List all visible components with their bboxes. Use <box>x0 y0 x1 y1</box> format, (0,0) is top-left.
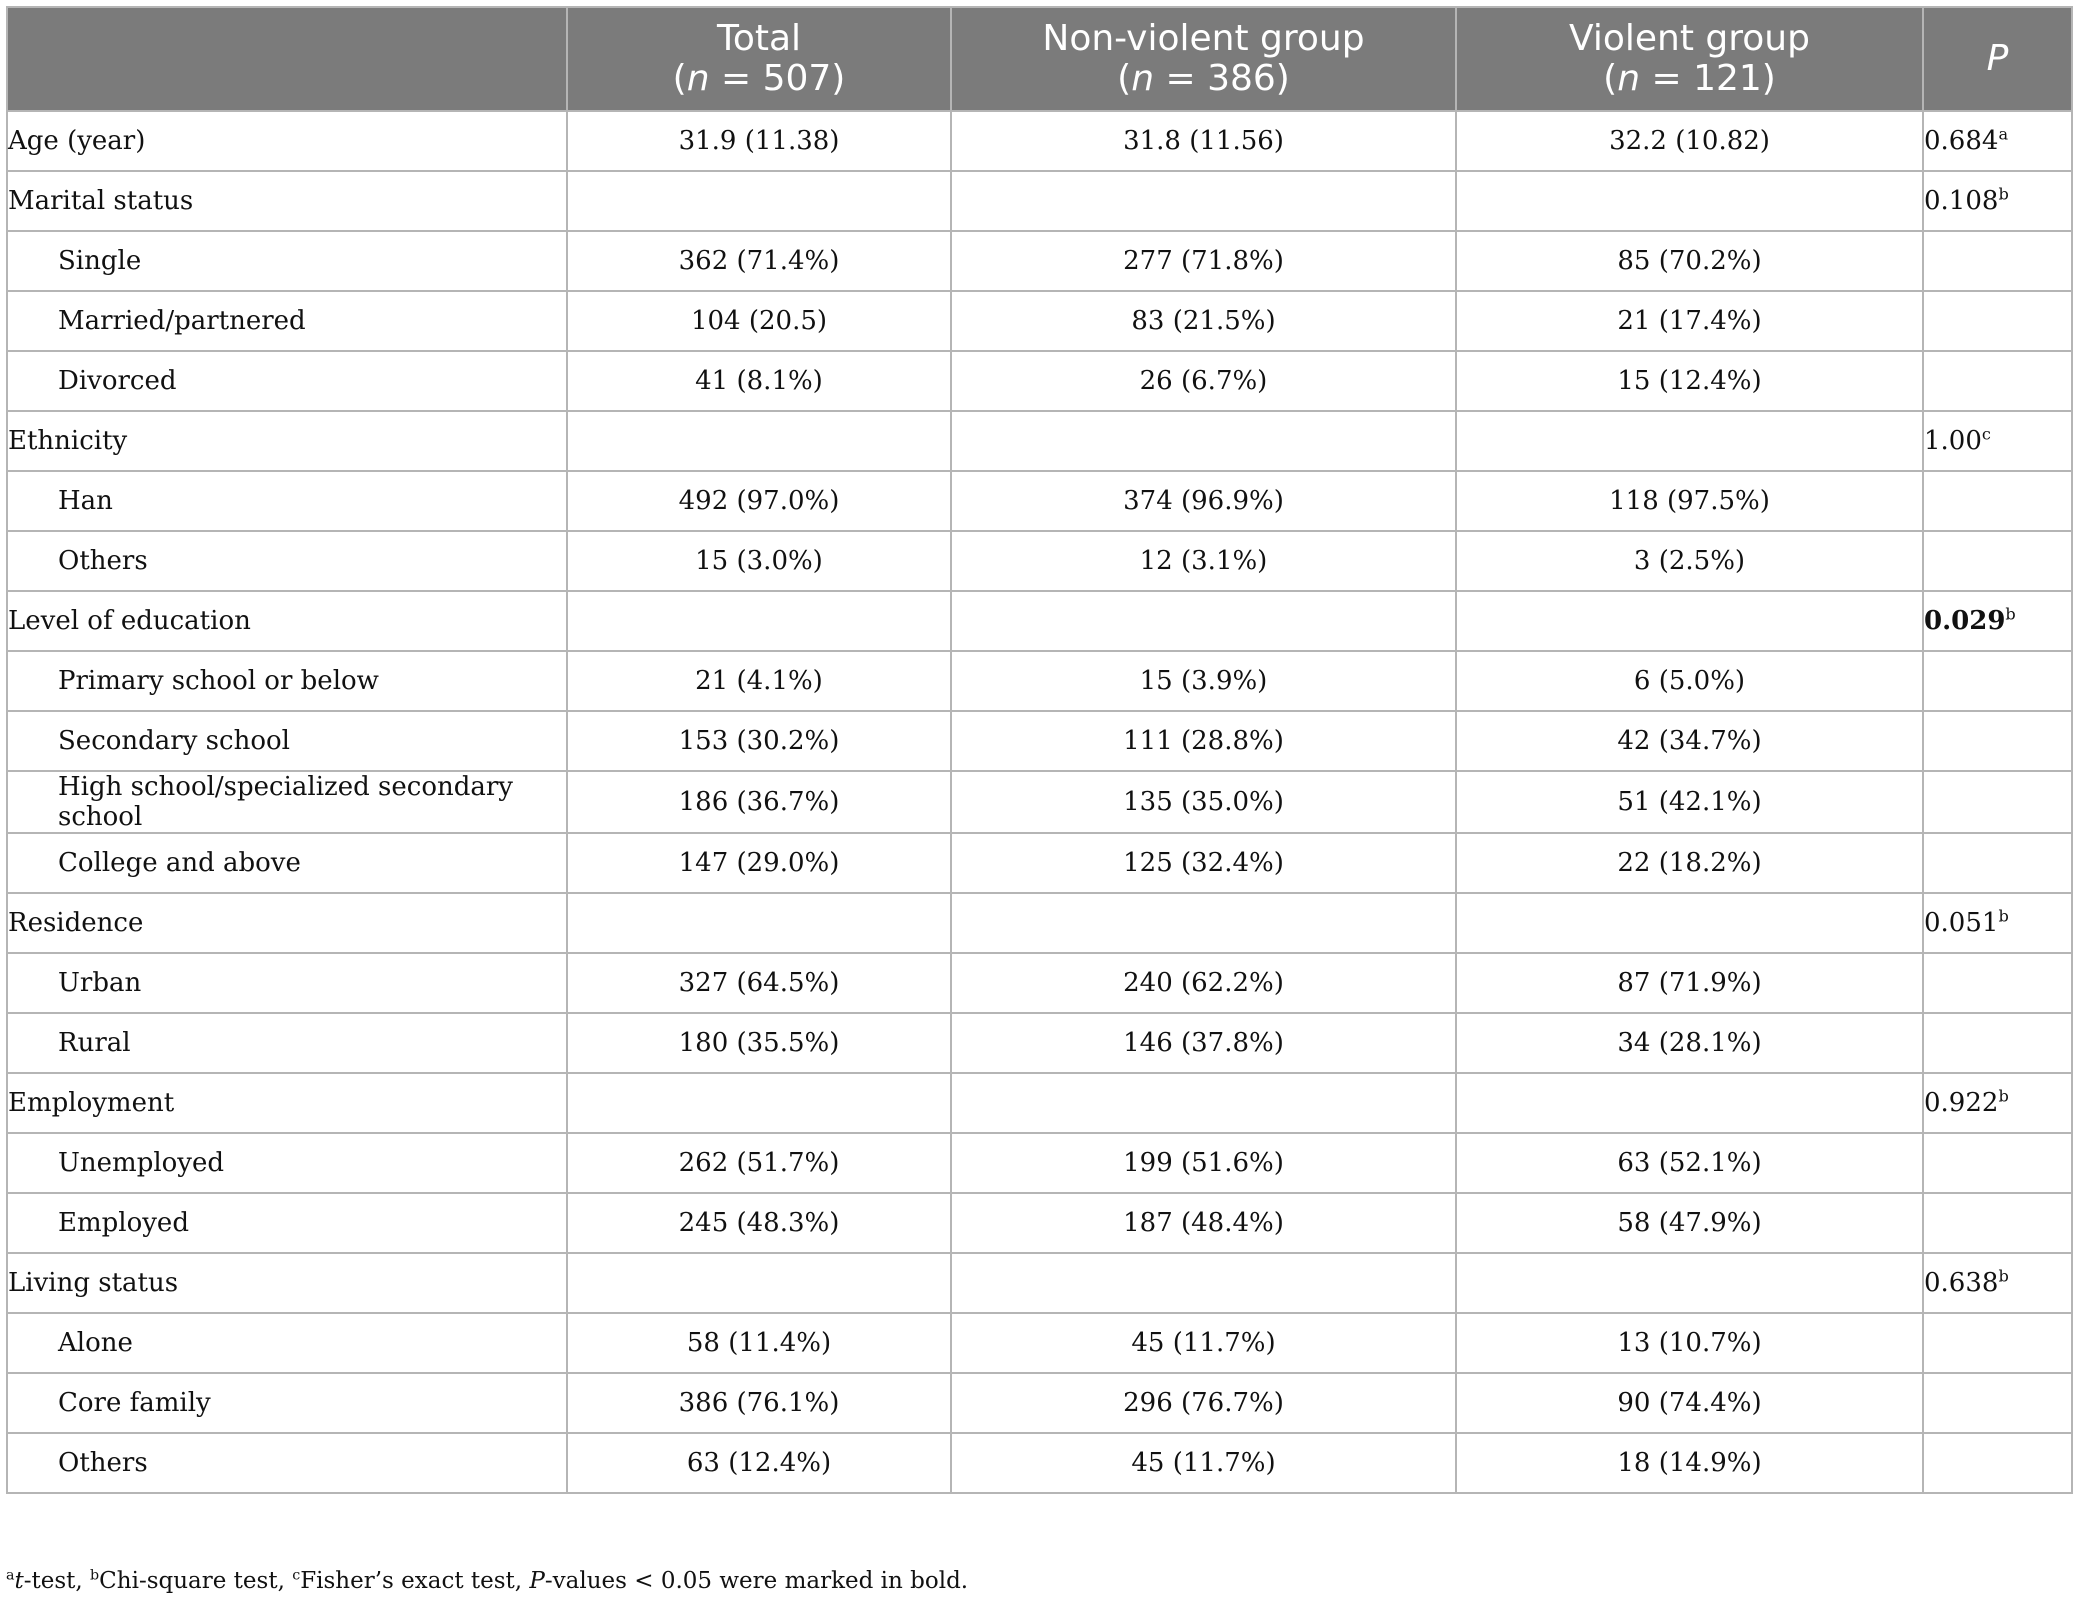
row-label: Secondary school <box>7 711 567 771</box>
cell-nonviolent: 111 (28.8%) <box>951 711 1456 771</box>
p-value-text: 1.00 <box>1924 426 1982 456</box>
cell-nonviolent <box>951 1253 1456 1313</box>
table-row-category <box>7 591 2072 651</box>
cell-violent <box>1456 893 1923 953</box>
table-row-subcategory <box>7 1433 2072 1493</box>
cell-nonviolent: 12 (3.1%) <box>951 531 1456 591</box>
row-label: Primary school or below <box>7 651 567 711</box>
table-row-subcategory <box>7 833 2072 893</box>
cell-total <box>567 893 951 953</box>
header-total-n: (n = 507) <box>672 58 846 99</box>
p-value-text: 0.922 <box>1924 1088 1999 1118</box>
p-value-test-marker: b <box>1998 1266 2009 1286</box>
table-row-subcategory <box>7 351 2072 411</box>
p-value-test-marker: c <box>1981 424 1991 444</box>
cell-nonviolent <box>951 171 1456 231</box>
cell-total: 41 (8.1%) <box>567 351 951 411</box>
header-nonviolent-n: (n = 386) <box>1117 58 1290 99</box>
table-header <box>7 7 2072 111</box>
p-value-test-marker: b <box>1998 184 2009 204</box>
cell-p-value <box>1923 1073 2072 1133</box>
cell-nonviolent: 240 (62.2%) <box>951 953 1456 1013</box>
header-violent <box>1456 7 1923 111</box>
cell-nonviolent: 146 (37.8%) <box>951 1013 1456 1073</box>
table-footnote: $^a$t-test, $^b$Chi-square test, $^c$Fisher’s exact test, P-values < 0.05 were marked in bold. <box>6 1567 969 1594</box>
cell-p-value <box>1923 1193 2072 1253</box>
cell-p-value <box>1923 833 2072 893</box>
table-row-subcategory <box>7 1313 2072 1373</box>
row-label: Single <box>7 231 567 291</box>
cell-nonviolent: 45 (11.7%) <box>951 1433 1456 1493</box>
cell-p-value <box>1923 711 2072 771</box>
row-label: Level of education <box>7 591 567 651</box>
cell-nonviolent: 277 (71.8%) <box>951 231 1456 291</box>
cell-nonviolent: 135 (35.0%) <box>951 771 1456 833</box>
cell-violent: 22 (18.2%) <box>1456 833 1923 893</box>
row-label: Residence <box>7 893 567 953</box>
cell-violent: 32.2 (10.82) <box>1456 111 1923 171</box>
table-row-subcategory <box>7 1013 2072 1073</box>
cell-p-value <box>1923 591 2072 651</box>
cell-violent: 90 (74.4%) <box>1456 1373 1923 1433</box>
p-value-test-marker: b <box>1998 906 2009 926</box>
cell-violent: 85 (70.2%) <box>1456 231 1923 291</box>
cell-violent: 118 (97.5%) <box>1456 471 1923 531</box>
row-label: Others <box>7 531 567 591</box>
row-label: Alone <box>7 1313 567 1373</box>
table-row-category <box>7 171 2072 231</box>
cell-nonviolent: 187 (48.4%) <box>951 1193 1456 1253</box>
characteristics-table <box>6 6 2073 1494</box>
cell-nonviolent: 296 (76.7%) <box>951 1373 1456 1433</box>
cell-p-value <box>1923 771 2072 833</box>
p-value-text: 0.051 <box>1924 908 1999 938</box>
cell-violent <box>1456 171 1923 231</box>
cell-total <box>567 171 951 231</box>
cell-total: 58 (11.4%) <box>567 1313 951 1373</box>
row-label: Married/partnered <box>7 291 567 351</box>
cell-nonviolent <box>951 1073 1456 1133</box>
cell-p-value <box>1923 1133 2072 1193</box>
header-violent-n: (n = 121) <box>1603 58 1776 99</box>
header-nonviolent <box>951 7 1456 111</box>
p-value-test-marker: a <box>1998 124 2009 144</box>
row-label: Rural <box>7 1013 567 1073</box>
cell-nonviolent <box>951 893 1456 953</box>
cell-violent: 58 (47.9%) <box>1456 1193 1923 1253</box>
row-label: Han <box>7 471 567 531</box>
row-label: Unemployed <box>7 1133 567 1193</box>
cell-p-value <box>1923 111 2072 171</box>
cell-total <box>567 411 951 471</box>
cell-violent: 51 (42.1%) <box>1456 771 1923 833</box>
table-row-subcategory <box>7 471 2072 531</box>
cell-violent: 6 (5.0%) <box>1456 651 1923 711</box>
cell-p-value <box>1923 651 2072 711</box>
cell-total: 245 (48.3%) <box>567 1193 951 1253</box>
cell-total: 147 (29.0%) <box>567 833 951 893</box>
cell-total <box>567 1073 951 1133</box>
cell-violent: 42 (34.7%) <box>1456 711 1923 771</box>
cell-total: 63 (12.4%) <box>567 1433 951 1493</box>
cell-p-value <box>1923 471 2072 531</box>
cell-violent: 63 (52.1%) <box>1456 1133 1923 1193</box>
cell-violent: 13 (10.7%) <box>1456 1313 1923 1373</box>
cell-p-value <box>1923 1433 2072 1493</box>
cell-total: 262 (51.7%) <box>567 1133 951 1193</box>
cell-total: 104 (20.5) <box>567 291 951 351</box>
cell-p-value <box>1923 411 2072 471</box>
cell-nonviolent: 374 (96.9%) <box>951 471 1456 531</box>
table-row-subcategory <box>7 1193 2072 1253</box>
p-value-text: 0.029 <box>1924 606 2006 636</box>
cell-violent <box>1456 1073 1923 1133</box>
cell-violent: 15 (12.4%) <box>1456 351 1923 411</box>
cell-violent <box>1456 1253 1923 1313</box>
header-row <box>7 7 2072 111</box>
cell-total <box>567 591 951 651</box>
cell-nonviolent <box>951 591 1456 651</box>
cell-p-value <box>1923 171 2072 231</box>
table-row-subcategory <box>7 711 2072 771</box>
row-label: College and above <box>7 833 567 893</box>
cell-nonviolent: 199 (51.6%) <box>951 1133 1456 1193</box>
row-label: Ethnicity <box>7 411 567 471</box>
cell-nonviolent: 125 (32.4%) <box>951 833 1456 893</box>
p-value-test-marker: b <box>1998 1086 2009 1106</box>
cell-violent: 21 (17.4%) <box>1456 291 1923 351</box>
cell-nonviolent: 83 (21.5%) <box>951 291 1456 351</box>
header-violent-title: Violent group <box>1569 18 1810 59</box>
row-label: Urban <box>7 953 567 1013</box>
table-row-category <box>7 411 2072 471</box>
cell-total: 31.9 (11.38) <box>567 111 951 171</box>
cell-total: 21 (4.1%) <box>567 651 951 711</box>
table-row-category <box>7 1253 2072 1313</box>
row-label: Employment <box>7 1073 567 1133</box>
header-total-title: Total <box>716 18 802 59</box>
table-row-subcategory <box>7 291 2072 351</box>
cell-p-value <box>1923 531 2072 591</box>
cell-total: 492 (97.0%) <box>567 471 951 531</box>
cell-p-value <box>1923 1013 2072 1073</box>
cell-violent: 34 (28.1%) <box>1456 1013 1923 1073</box>
cell-p-value <box>1923 291 2072 351</box>
table-row-subcategory <box>7 771 2072 833</box>
cell-violent <box>1456 591 1923 651</box>
row-label: Age (year) <box>7 111 567 171</box>
cell-total: 153 (30.2%) <box>567 711 951 771</box>
cell-p-value <box>1923 893 2072 953</box>
cell-violent: 18 (14.9%) <box>1456 1433 1923 1493</box>
table-row-subcategory <box>7 651 2072 711</box>
table-row-subcategory <box>7 1373 2072 1433</box>
header-nonviolent-title: Non-violent group <box>1042 18 1365 59</box>
cell-nonviolent: 26 (6.7%) <box>951 351 1456 411</box>
cell-p-value <box>1923 351 2072 411</box>
cell-nonviolent: 31.8 (11.56) <box>951 111 1456 171</box>
table-row-subcategory <box>7 953 2072 1013</box>
cell-total <box>567 1253 951 1313</box>
cell-p-value <box>1923 231 2072 291</box>
p-value-test-marker: b <box>2005 604 2016 624</box>
cell-violent <box>1456 411 1923 471</box>
cell-total: 15 (3.0%) <box>567 531 951 591</box>
row-label: Living status <box>7 1253 567 1313</box>
table-row-subcategory <box>7 231 2072 291</box>
cell-nonviolent: 15 (3.9%) <box>951 651 1456 711</box>
table-row-category <box>7 111 2072 171</box>
header-p-value: P <box>1923 7 2072 111</box>
table-row-subcategory <box>7 531 2072 591</box>
cell-nonviolent: 45 (11.7%) <box>951 1313 1456 1373</box>
table-row-category <box>7 893 2072 953</box>
table-body <box>7 111 2072 1493</box>
table-row-subcategory <box>7 1133 2072 1193</box>
table-row-category <box>7 1073 2072 1133</box>
p-value-text: 0.108 <box>1924 186 1999 216</box>
row-label: Divorced <box>7 351 567 411</box>
row-label: Core family <box>7 1373 567 1433</box>
header-total <box>567 7 951 111</box>
cell-violent: 87 (71.9%) <box>1456 953 1923 1013</box>
cell-p-value <box>1923 1253 2072 1313</box>
row-label: Marital status <box>7 171 567 231</box>
cell-total: 386 (76.1%) <box>567 1373 951 1433</box>
cell-total: 186 (36.7%) <box>567 771 951 833</box>
p-value-text: 0.684 <box>1924 126 1999 156</box>
cell-p-value <box>1923 953 2072 1013</box>
p-value-text: 0.638 <box>1924 1268 1999 1298</box>
row-label: Employed <box>7 1193 567 1253</box>
cell-nonviolent <box>951 411 1456 471</box>
cell-total: 327 (64.5%) <box>567 953 951 1013</box>
row-label: High school/specialized secondary school <box>7 771 567 833</box>
cell-p-value <box>1923 1313 2072 1373</box>
cell-total: 362 (71.4%) <box>567 231 951 291</box>
cell-p-value <box>1923 1373 2072 1433</box>
cell-violent: 3 (2.5%) <box>1456 531 1923 591</box>
header-variable <box>7 7 567 111</box>
cell-total: 180 (35.5%) <box>567 1013 951 1073</box>
row-label: Others <box>7 1433 567 1493</box>
